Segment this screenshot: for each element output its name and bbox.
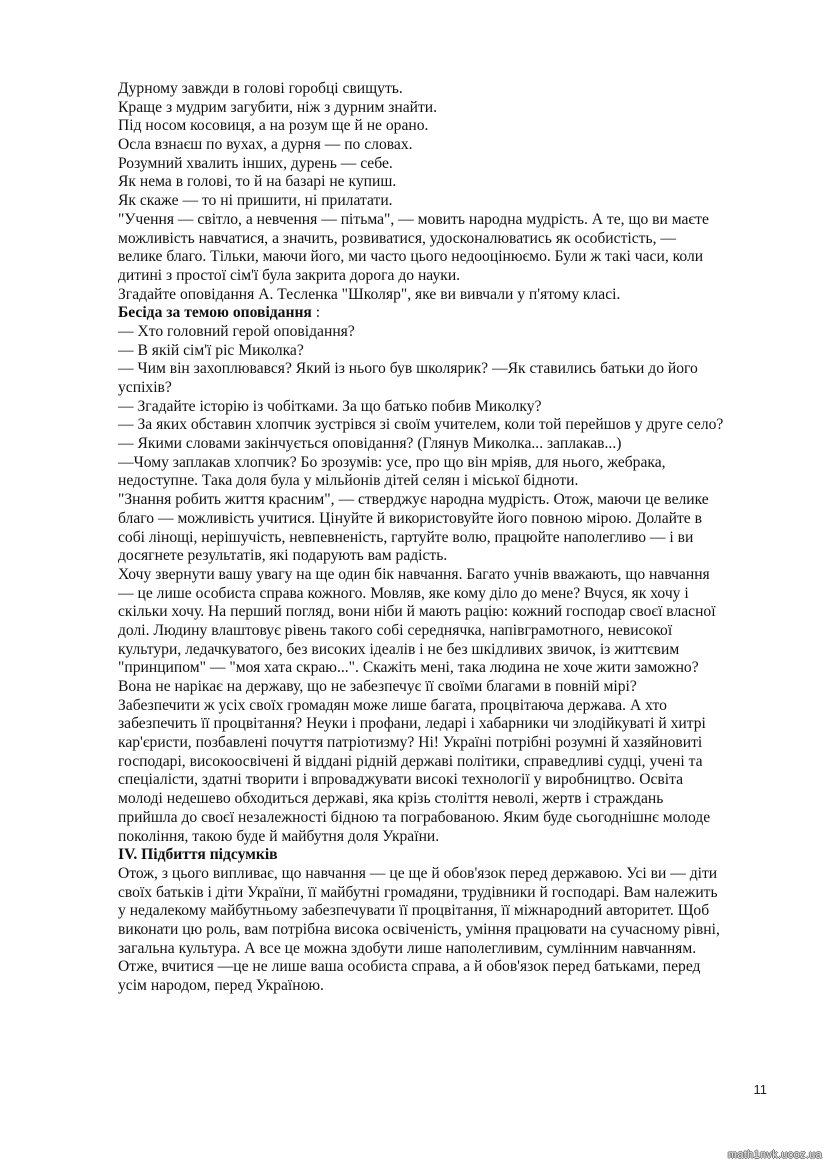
line-text: Осла взнаєш по вухах, а дурня — по словах. xyxy=(118,136,413,154)
text-line xyxy=(118,416,773,435)
text-line xyxy=(118,958,773,977)
line-text: Як скаже — то ні пришити, ні прилатати. xyxy=(118,192,393,210)
line-text: загальна культура. А все це можна здобути лише наполегливим, сумлінним навчанням. xyxy=(118,939,697,957)
line-text: — Хто головний герой оповідання? xyxy=(118,322,355,340)
line-text: досягнете результатів, які подарують вам радість. xyxy=(118,547,448,565)
line-text: можливість навчатися, а значить, розвиватися, удосконалюватись як особистість, — xyxy=(118,229,676,247)
text-line xyxy=(118,230,773,249)
line-text: Хочу звернути вашу увагу на ще один бік навчання. Багато учнів вважають, що навчання xyxy=(118,565,710,583)
text-line xyxy=(118,304,773,323)
text-line xyxy=(118,342,773,361)
line-text: Отже, вчитися —це не лише ваша особиста справа, а й обов'язок перед батьками, перед xyxy=(118,958,701,976)
text-line xyxy=(118,566,773,585)
line-text: собі лінощі, нерішучість, невпевненість, гартуйте волю, працюйте наполегливо — і ви xyxy=(118,528,694,546)
text-line xyxy=(118,136,773,155)
text-line xyxy=(118,865,773,884)
text-line xyxy=(118,379,773,398)
line-text: спеціалісти, здатні творити і впроваджувати високі технології у виробництво. Освіта xyxy=(118,771,684,789)
line-text: виконати цю роль, вам потрібна висока освіченість, уміння працювати на сучасному рівні, xyxy=(118,920,720,938)
line-text: у недалекому майбутньому забезпечувати її процвітання, її міжнародний авторитет. Щоб xyxy=(118,902,710,920)
line-text: — За яких обставин хлопчик зустрівся зі своїм учителем, коли той перейшов у друге село? xyxy=(118,416,724,434)
line-text: —Чому заплакав хлопчик? Бо зрозумів: усе, про що він мріяв, для нього, жебрака, xyxy=(118,453,666,471)
line-text: Дурному завжди в голові горобці свищуть. xyxy=(118,80,403,97)
line-text: Вона не нарікає на державу, що не забезпечує її своїми благами в повній мірі? xyxy=(118,678,637,695)
text-line xyxy=(118,697,773,716)
text-line xyxy=(118,323,773,342)
line-text: усім народом, перед Україною. xyxy=(118,977,324,994)
text-line xyxy=(118,622,773,641)
text-line xyxy=(118,435,773,454)
bold-heading: Бесіда за темою оповідання xyxy=(118,304,312,322)
text-line xyxy=(118,529,773,548)
text-line xyxy=(118,117,773,136)
text-line xyxy=(118,902,773,921)
text-line xyxy=(118,790,773,809)
text-line xyxy=(118,510,773,529)
line-text: Під носом косовиця, а на розум ще й не орано. xyxy=(118,117,429,135)
text-line xyxy=(118,173,773,192)
line-text: Отож, з цього випливає, що навчання — це ще й обов'язок перед державою. Усі ви — діти xyxy=(118,864,718,882)
text-line xyxy=(118,454,773,473)
line-text: — Якими словами закінчується оповідання? (Глянув Миколка... заплакав...) xyxy=(118,435,622,453)
text-line xyxy=(118,884,773,903)
text-line xyxy=(118,547,773,566)
line-text: : xyxy=(311,304,321,322)
text-line xyxy=(118,771,773,790)
line-text: велике благо. Тільки, маючи його, ми часто цього недооцінюємо. Були ж такі часи, коли xyxy=(118,248,704,266)
line-text: "Учення — світло, а невчення — пітьма", — мовить народна мудрість. А те, що ви маєте xyxy=(118,210,709,228)
line-text: недоступне. Така доля була у мільйонів дітей селян і міської бідноти. xyxy=(118,472,579,490)
text-line xyxy=(118,828,773,847)
text-line xyxy=(118,940,773,959)
line-text: скільки хочу. На перший погляд, вони ніби й мають рацію: кожний господар своєї власної xyxy=(118,603,716,621)
text-line xyxy=(118,211,773,230)
text-line xyxy=(118,267,773,286)
text-line xyxy=(118,80,773,99)
text-line xyxy=(118,585,773,604)
text-line xyxy=(118,734,773,753)
text-line xyxy=(118,659,773,678)
text-line xyxy=(118,155,773,174)
text-line xyxy=(118,678,773,697)
text-line xyxy=(118,846,773,865)
text-line xyxy=(118,715,773,734)
bold-heading: IV. Підбиття підсумків xyxy=(118,846,278,864)
line-text: дитині з простої сім'ї була закрита дорога до науки. xyxy=(118,266,461,284)
line-text: — В якій сім'ї ріс Миколка? xyxy=(118,341,304,359)
line-text: Забезпечити ж усіх своїх громадян може лише багата, процвітаюча держава. А хто xyxy=(118,696,667,714)
text-line xyxy=(118,398,773,417)
line-text: молоді недешево обходиться державі, яка крізь століття неволі, жертв і страждань xyxy=(118,790,664,808)
text-line xyxy=(118,286,773,305)
text-line xyxy=(118,809,773,828)
text-line xyxy=(118,99,773,118)
line-text: долі. Людину влаштовує рівень такого собі середнячка, напівграмотного, невисокої xyxy=(118,621,673,639)
site-watermark: math1nvk.ucoz.ua xyxy=(727,1149,822,1161)
line-text: "Знання робить життя красним", — стверджує народна мудрість. Отож, маючи це велике xyxy=(118,491,709,509)
text-line xyxy=(118,192,773,211)
line-text: — це лише особиста справа кожного. Мовляв, яке кому діло до мене? Вчуся, як хочу і xyxy=(118,584,689,602)
text-line xyxy=(118,603,773,622)
line-text: господарі, високоосвічені й віддані рідній державі політики, справедливі судці, учені та xyxy=(118,752,703,770)
line-text: успіхів? xyxy=(118,379,172,396)
line-text: покоління, такою буде й майбутня доля України. xyxy=(118,827,440,845)
text-line xyxy=(118,248,773,267)
line-text: забезпечить її процвітання? Неуки і профани, ледарі і хабарники чи злодійкуваті й хитрі xyxy=(118,715,706,733)
line-text: Розумний хвалить інших, дурень — себе. xyxy=(118,154,393,172)
line-text: "принципом" — "моя хата скраю...". Скажіть мені, така людина не хоче жити заможно? xyxy=(118,659,699,677)
line-text: — Чим він захоплювався? Який із нього був школярик? —Як ставились батьки до його xyxy=(118,360,698,378)
text-line xyxy=(118,753,773,772)
line-text: прийшла до своєї незалежності бідною та пограбованою. Яким буде сьогоднішнє молоде xyxy=(118,808,711,826)
page-number: 11 xyxy=(753,1082,767,1097)
text-line xyxy=(118,641,773,660)
text-line xyxy=(118,360,773,379)
line-text: культури, ледачкуватого, без високих ідеалів і не без шкідливих звичок, із життєвим xyxy=(118,640,680,658)
line-text: своїх батьків і діти України, її майбутні громадяни, трудівники й господарі. Вам належить xyxy=(118,883,718,901)
line-text: кар'єристи, позбавлені почуття патріотизму? Ні! Україні потрібні розумні й хазяйновиті xyxy=(118,734,703,752)
line-text: благо — можливість учитися. Цінуйте й використовуйте його повною мірою. Долайте в xyxy=(118,509,702,527)
line-text: Як нема в голові, то й на базарі не купиш. xyxy=(118,173,397,191)
text-line xyxy=(118,491,773,510)
line-text: — Згадайте історію із чобітками. За що батько побив Миколку? xyxy=(118,397,542,415)
line-text: Краще з мудрим загубити, ніж з дурним знайти. xyxy=(118,98,438,116)
text-line xyxy=(118,977,773,996)
line-text: Згадайте оповідання А. Тесленка "Школяр", яке ви вивчали у п'ятому класі. xyxy=(118,285,621,303)
text-line xyxy=(118,921,773,940)
text-line xyxy=(118,472,773,491)
document-body xyxy=(118,80,773,996)
